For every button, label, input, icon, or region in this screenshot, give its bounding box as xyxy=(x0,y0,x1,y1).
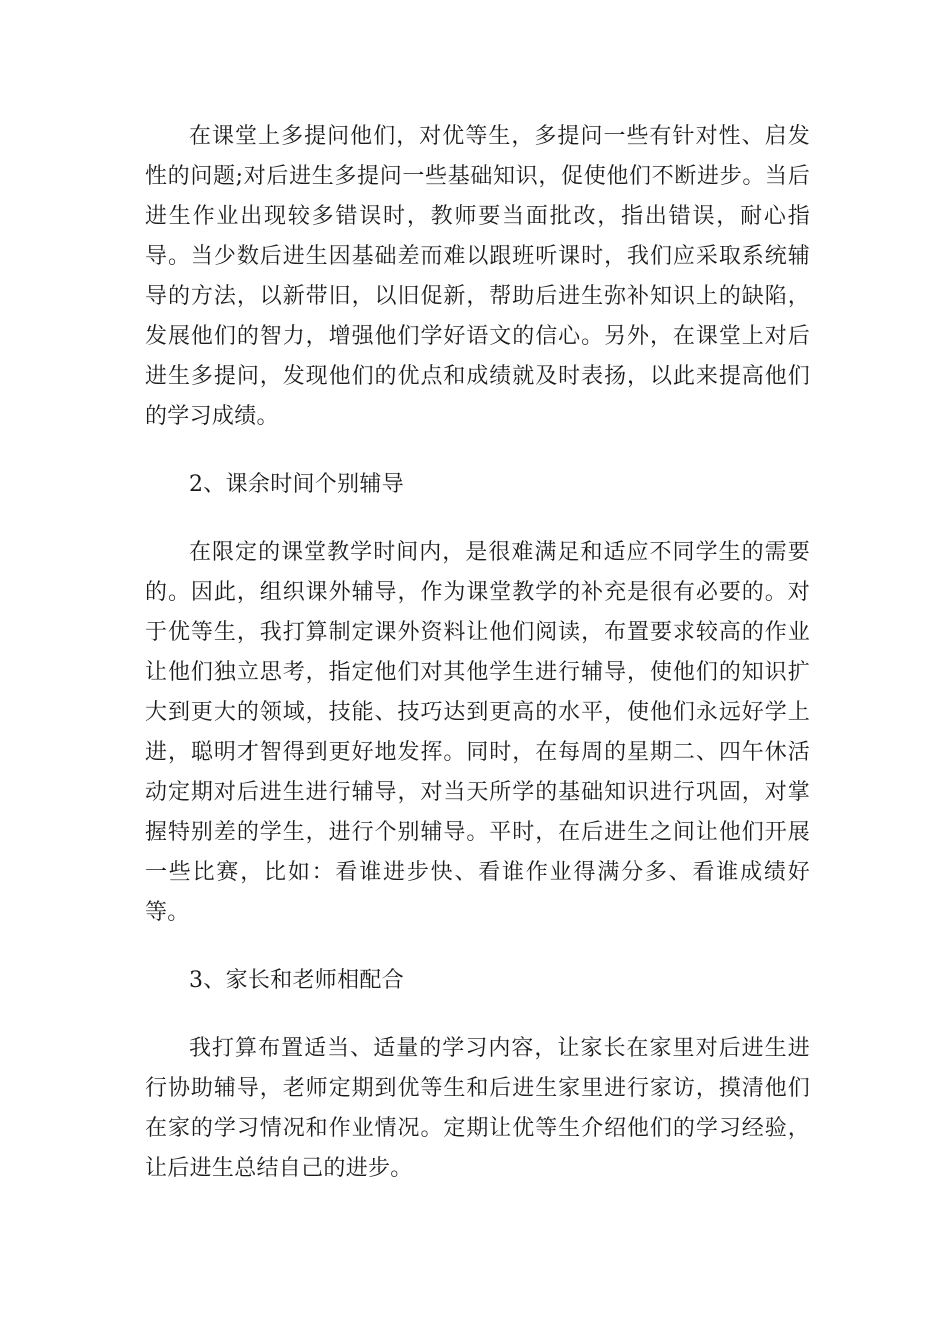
section-heading-after-class-tutoring: 2、课余时间个别辅导 xyxy=(189,472,404,497)
section-heading-parent-teacher-cooperation: 3、家长和老师相配合 xyxy=(189,968,404,993)
paragraph-parent-teacher-cooperation: 我打算布置适当、适量的学习内容，让家长在家里对后进生进行协助辅导，老师定期到优等生和后进生家里进行家访，摸清他们在家的学习情况和作业情况。定期让优等生介绍他们的学习经验，让后进生总结自己的进步。 xyxy=(145,1036,810,1181)
paragraph-classroom-questioning: 在课堂上多提问他们，对优等生，多提问一些有针对性、启发性的问题;对后进生多提问一些基础知识，促使他们不断进步。当后进生作业出现较多错误时，教师要当面批改，指出错误，耐心指导。当少数后进生因基础差而难以跟班听课时，我们应采取系统辅导的方法，以新带旧，以旧促新，帮助后进生弥补知识上的缺陷，发展他们的智力，增强他们学好语文的信心。另外，在课堂上对后进生多提问，发现他们的优点和成绩就及时表扬，以此来提高他们的学习成绩。 xyxy=(145,124,810,429)
paragraph-after-class-tutoring: 在限定的课堂教学时间内，是很难满足和适应不同学生的需要的。因此，组织课外辅导，作为课堂教学的补充是很有必要的。对于优等生，我打算制定课外资料让他们阅读，布置要求较高的作业让他们独立思考，指定他们对其他学生进行辅导，使他们的知识扩大到更大的领域，技能、技巧达到更高的水平，使他们永远好学上进，聪明才智得到更好地发挥。同时，在每周的星期二、四午休活动定期对后进生进行辅导，对当天所学的基础知识进行巩固，对掌握特别差的学生，进行个别辅导。平时，在后进生之间让他们开展一些比赛，比如：看谁进步快、看谁作业得满分多、看谁成绩好等。 xyxy=(145,540,810,925)
